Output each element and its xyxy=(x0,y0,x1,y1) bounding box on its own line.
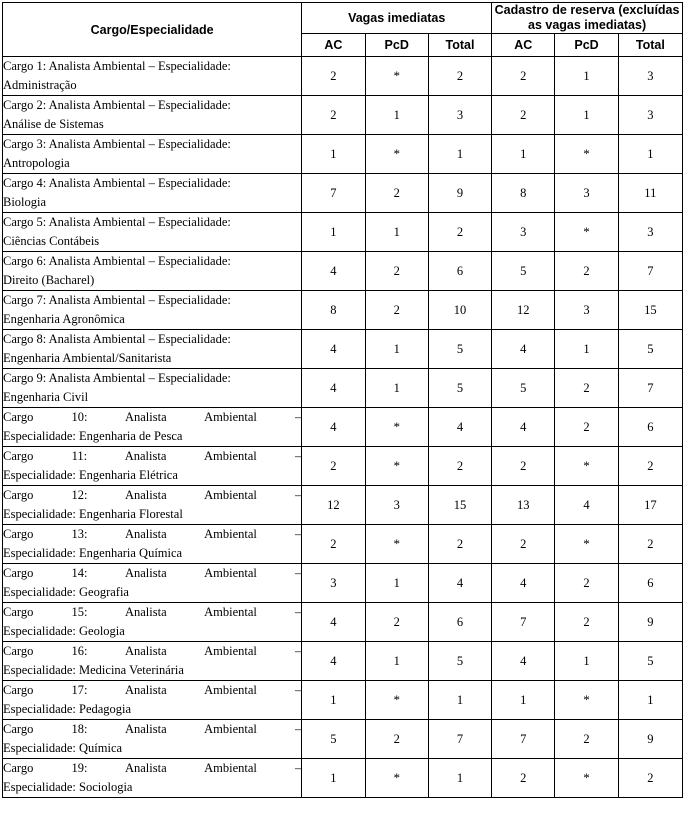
cell-reserva-pcd: 1 xyxy=(555,642,618,681)
table-head xyxy=(3,3,683,57)
table-row xyxy=(3,525,683,564)
cargo-line-2: Especialidade: Medicina Veterinária xyxy=(3,663,184,677)
cell-reserva-total: 11 xyxy=(618,174,682,213)
cell-reserva-ac: 4 xyxy=(492,408,555,447)
table-row xyxy=(3,291,683,330)
cell-reserva-pcd: * xyxy=(555,681,618,720)
cell-reserva-total: 3 xyxy=(618,96,682,135)
cell-reserva-pcd: * xyxy=(555,525,618,564)
cell-imediatas-ac: 2 xyxy=(302,447,365,486)
cargo-line-1: Cargo 17: Analista Ambiental – xyxy=(3,683,302,697)
cell-reserva-pcd: 1 xyxy=(555,57,618,96)
cargo-line-1: Cargo 12: Analista Ambiental – xyxy=(3,488,302,502)
table-row xyxy=(3,96,683,135)
header-vagas-imediatas: Vagas imediatas xyxy=(302,3,492,34)
cell-cargo-especialidade xyxy=(3,642,302,681)
cell-reserva-ac: 4 xyxy=(492,564,555,603)
table-row xyxy=(3,252,683,291)
cell-imediatas-pcd: * xyxy=(365,447,428,486)
table-row xyxy=(3,213,683,252)
cell-imediatas-total: 3 xyxy=(428,96,491,135)
cargo-line-1: Cargo 18: Analista Ambiental – xyxy=(3,722,302,736)
cell-imediatas-pcd: 1 xyxy=(365,96,428,135)
header-cadastro-reserva: Cadastro de reserva (excluídas as vagas imediatas) xyxy=(492,3,683,34)
cell-reserva-total: 2 xyxy=(618,447,682,486)
cell-imediatas-ac: 2 xyxy=(302,57,365,96)
cell-imediatas-total: 5 xyxy=(428,330,491,369)
cell-imediatas-pcd: 2 xyxy=(365,174,428,213)
cell-imediatas-total: 2 xyxy=(428,447,491,486)
cell-imediatas-ac: 8 xyxy=(302,291,365,330)
cell-imediatas-pcd: 1 xyxy=(365,213,428,252)
cell-reserva-ac: 2 xyxy=(492,759,555,798)
cell-reserva-ac: 4 xyxy=(492,642,555,681)
cargo-line-2: Especialidade: Geografia xyxy=(3,585,129,599)
cell-imediatas-total: 7 xyxy=(428,720,491,759)
cell-reserva-ac: 7 xyxy=(492,720,555,759)
cell-reserva-total: 2 xyxy=(618,759,682,798)
table-row xyxy=(3,720,683,759)
cell-reserva-ac: 1 xyxy=(492,135,555,174)
cell-reserva-pcd: 2 xyxy=(555,252,618,291)
table-row xyxy=(3,603,683,642)
cell-reserva-ac: 4 xyxy=(492,330,555,369)
cell-reserva-total: 5 xyxy=(618,330,682,369)
cell-reserva-total: 9 xyxy=(618,603,682,642)
cell-imediatas-pcd: 2 xyxy=(365,603,428,642)
cell-imediatas-ac: 4 xyxy=(302,642,365,681)
cell-imediatas-pcd: * xyxy=(365,759,428,798)
cell-cargo-especialidade xyxy=(3,603,302,642)
cell-cargo-especialidade xyxy=(3,681,302,720)
cargo-line-1: Cargo 19: Analista Ambiental – xyxy=(3,761,302,775)
cell-cargo-especialidade xyxy=(3,96,302,135)
header-reserva-pcd: PcD xyxy=(555,34,618,57)
cell-cargo-especialidade xyxy=(3,174,302,213)
cell-imediatas-ac: 7 xyxy=(302,174,365,213)
cell-reserva-ac: 5 xyxy=(492,369,555,408)
cargo-line-2: Especialidade: Sociologia xyxy=(3,780,133,794)
cell-imediatas-ac: 2 xyxy=(302,96,365,135)
cell-imediatas-pcd: 3 xyxy=(365,486,428,525)
cargo-line-2: Biologia xyxy=(3,195,47,209)
cell-reserva-pcd: 1 xyxy=(555,330,618,369)
cell-imediatas-pcd: * xyxy=(365,408,428,447)
cargo-line-1: Cargo 8: Analista Ambiental – Especialidade: xyxy=(3,332,231,346)
cell-reserva-pcd: * xyxy=(555,135,618,174)
cell-reserva-total: 1 xyxy=(618,681,682,720)
cell-reserva-total: 3 xyxy=(618,57,682,96)
cell-imediatas-ac: 4 xyxy=(302,369,365,408)
cargo-line-2: Direito (Bacharel) xyxy=(3,273,95,287)
cell-imediatas-ac: 1 xyxy=(302,135,365,174)
cell-reserva-total: 7 xyxy=(618,252,682,291)
cargo-line-1: Cargo 11: Analista Ambiental – xyxy=(3,449,302,463)
cell-reserva-total: 1 xyxy=(618,135,682,174)
table-row xyxy=(3,369,683,408)
cargo-line-1: Cargo 16: Analista Ambiental – xyxy=(3,644,302,658)
cargo-line-2: Especialidade: Geologia xyxy=(3,624,125,638)
cell-cargo-especialidade xyxy=(3,564,302,603)
table-row xyxy=(3,408,683,447)
cell-imediatas-pcd: 1 xyxy=(365,642,428,681)
cell-imediatas-ac: 4 xyxy=(302,330,365,369)
table-row xyxy=(3,486,683,525)
cell-reserva-pcd: 2 xyxy=(555,408,618,447)
header-imediatas-pcd: PcD xyxy=(365,34,428,57)
cell-reserva-total: 6 xyxy=(618,408,682,447)
cell-imediatas-pcd: * xyxy=(365,525,428,564)
cell-reserva-ac: 3 xyxy=(492,213,555,252)
cell-reserva-pcd: 4 xyxy=(555,486,618,525)
cargo-line-2: Especialidade: Engenharia de Pesca xyxy=(3,429,183,443)
cell-cargo-especialidade xyxy=(3,408,302,447)
cell-reserva-pcd: * xyxy=(555,759,618,798)
header-cargo-especialidade: Cargo/Especialidade xyxy=(3,3,302,57)
cell-reserva-ac: 5 xyxy=(492,252,555,291)
cell-imediatas-total: 2 xyxy=(428,57,491,96)
cell-reserva-ac: 7 xyxy=(492,603,555,642)
cell-reserva-ac: 1 xyxy=(492,681,555,720)
cell-imediatas-pcd: 2 xyxy=(365,291,428,330)
cell-reserva-total: 17 xyxy=(618,486,682,525)
cargo-line-1: Cargo 3: Analista Ambiental – Especialidade: xyxy=(3,137,231,151)
cell-cargo-especialidade xyxy=(3,330,302,369)
cell-reserva-ac: 12 xyxy=(492,291,555,330)
table-body xyxy=(3,57,683,798)
cell-imediatas-total: 6 xyxy=(428,252,491,291)
cargo-line-2: Antropologia xyxy=(3,156,70,170)
cell-imediatas-total: 5 xyxy=(428,642,491,681)
header-reserva-total: Total xyxy=(618,34,682,57)
cargo-line-1: Cargo 10: Analista Ambiental – xyxy=(3,410,302,424)
cargo-line-2: Especialidade: Engenharia Florestal xyxy=(3,507,183,521)
cell-imediatas-ac: 1 xyxy=(302,681,365,720)
vacancies-table xyxy=(2,2,683,798)
cell-imediatas-pcd: 1 xyxy=(365,369,428,408)
cell-reserva-total: 2 xyxy=(618,525,682,564)
cell-imediatas-total: 9 xyxy=(428,174,491,213)
cell-reserva-pcd: 3 xyxy=(555,291,618,330)
cell-cargo-especialidade xyxy=(3,720,302,759)
cell-reserva-total: 9 xyxy=(618,720,682,759)
cell-reserva-ac: 8 xyxy=(492,174,555,213)
cell-imediatas-total: 1 xyxy=(428,681,491,720)
cell-reserva-pcd: 2 xyxy=(555,603,618,642)
cargo-line-1: Cargo 13: Analista Ambiental – xyxy=(3,527,302,541)
cargo-line-2: Especialidade: Engenharia Química xyxy=(3,546,183,560)
cell-imediatas-pcd: 1 xyxy=(365,564,428,603)
cell-reserva-total: 6 xyxy=(618,564,682,603)
cell-imediatas-ac: 4 xyxy=(302,252,365,291)
cell-imediatas-pcd: 1 xyxy=(365,330,428,369)
cell-imediatas-total: 4 xyxy=(428,564,491,603)
cargo-line-2: Especialidade: Pedagogia xyxy=(3,702,132,716)
cell-reserva-ac: 2 xyxy=(492,57,555,96)
cell-imediatas-pcd: 2 xyxy=(365,252,428,291)
table-row xyxy=(3,174,683,213)
cargo-line-1: Cargo 6: Analista Ambiental – Especialidade: xyxy=(3,254,231,268)
table-row xyxy=(3,564,683,603)
header-reserva-ac: AC xyxy=(492,34,555,57)
cell-imediatas-ac: 2 xyxy=(302,525,365,564)
cell-imediatas-ac: 12 xyxy=(302,486,365,525)
table-row xyxy=(3,681,683,720)
cell-imediatas-ac: 4 xyxy=(302,408,365,447)
cell-imediatas-ac: 1 xyxy=(302,213,365,252)
cell-imediatas-ac: 4 xyxy=(302,603,365,642)
cargo-line-2: Engenharia Ambiental/Sanitarista xyxy=(3,351,172,365)
cargo-line-2: Engenharia Agronômica xyxy=(3,312,125,326)
cell-reserva-pcd: * xyxy=(555,447,618,486)
cargo-line-2: Ciências Contábeis xyxy=(3,234,100,248)
header-imediatas-ac: AC xyxy=(302,34,365,57)
cell-reserva-total: 7 xyxy=(618,369,682,408)
cargo-line-1: Cargo 4: Analista Ambiental – Especialidade: xyxy=(3,176,231,190)
cell-cargo-especialidade xyxy=(3,759,302,798)
cell-imediatas-total: 4 xyxy=(428,408,491,447)
cell-reserva-pcd: 3 xyxy=(555,174,618,213)
cargo-line-1: Cargo 2: Analista Ambiental – Especialidade: xyxy=(3,98,231,112)
cell-imediatas-total: 1 xyxy=(428,759,491,798)
cell-imediatas-ac: 5 xyxy=(302,720,365,759)
cell-cargo-especialidade xyxy=(3,525,302,564)
cell-reserva-total: 5 xyxy=(618,642,682,681)
cargo-line-1: Cargo 5: Analista Ambiental – Especialidade: xyxy=(3,215,231,229)
cell-reserva-pcd: 2 xyxy=(555,720,618,759)
cell-reserva-total: 3 xyxy=(618,213,682,252)
cargo-line-1: Cargo 15: Analista Ambiental – xyxy=(3,605,302,619)
table-row xyxy=(3,642,683,681)
cell-imediatas-total: 15 xyxy=(428,486,491,525)
cell-reserva-ac: 13 xyxy=(492,486,555,525)
cell-reserva-ac: 2 xyxy=(492,525,555,564)
cargo-line-2: Análise de Sistemas xyxy=(3,117,104,131)
table-row xyxy=(3,57,683,96)
cell-imediatas-total: 6 xyxy=(428,603,491,642)
cargo-line-2: Especialidade: Química xyxy=(3,741,123,755)
cell-cargo-especialidade xyxy=(3,291,302,330)
header-imediatas-total: Total xyxy=(428,34,491,57)
cell-imediatas-pcd: * xyxy=(365,681,428,720)
table-header-row-groups xyxy=(3,3,683,34)
cell-reserva-pcd: 1 xyxy=(555,96,618,135)
table-row xyxy=(3,447,683,486)
cell-imediatas-pcd: * xyxy=(365,57,428,96)
cargo-line-1: Cargo 1: Analista Ambiental – Especialidade: xyxy=(3,59,231,73)
cell-imediatas-ac: 3 xyxy=(302,564,365,603)
cell-reserva-pcd: 2 xyxy=(555,369,618,408)
cargo-line-1: Cargo 7: Analista Ambiental – Especialidade: xyxy=(3,293,231,307)
cell-reserva-pcd: 2 xyxy=(555,564,618,603)
cell-imediatas-total: 2 xyxy=(428,525,491,564)
cell-imediatas-ac: 1 xyxy=(302,759,365,798)
cell-reserva-pcd: * xyxy=(555,213,618,252)
cell-imediatas-total: 2 xyxy=(428,213,491,252)
cell-cargo-especialidade xyxy=(3,135,302,174)
cell-reserva-ac: 2 xyxy=(492,96,555,135)
table-row xyxy=(3,135,683,174)
cell-cargo-especialidade xyxy=(3,213,302,252)
cell-imediatas-total: 10 xyxy=(428,291,491,330)
cell-cargo-especialidade xyxy=(3,369,302,408)
cell-cargo-especialidade xyxy=(3,447,302,486)
cargo-line-1: Cargo 9: Analista Ambiental – Especialidade: xyxy=(3,371,231,385)
cell-reserva-ac: 2 xyxy=(492,447,555,486)
cargo-line-1: Cargo 14: Analista Ambiental – xyxy=(3,566,302,580)
cell-cargo-especialidade xyxy=(3,57,302,96)
cell-imediatas-total: 5 xyxy=(428,369,491,408)
cargo-line-2: Administração xyxy=(3,78,77,92)
cell-reserva-total: 15 xyxy=(618,291,682,330)
cell-imediatas-total: 1 xyxy=(428,135,491,174)
cargo-line-2: Engenharia Civil xyxy=(3,390,89,404)
cell-cargo-especialidade xyxy=(3,486,302,525)
cell-cargo-especialidade xyxy=(3,252,302,291)
cell-imediatas-pcd: * xyxy=(365,135,428,174)
table-row xyxy=(3,330,683,369)
cargo-line-2: Especialidade: Engenharia Elétrica xyxy=(3,468,178,482)
table-row xyxy=(3,759,683,798)
cell-imediatas-pcd: 2 xyxy=(365,720,428,759)
